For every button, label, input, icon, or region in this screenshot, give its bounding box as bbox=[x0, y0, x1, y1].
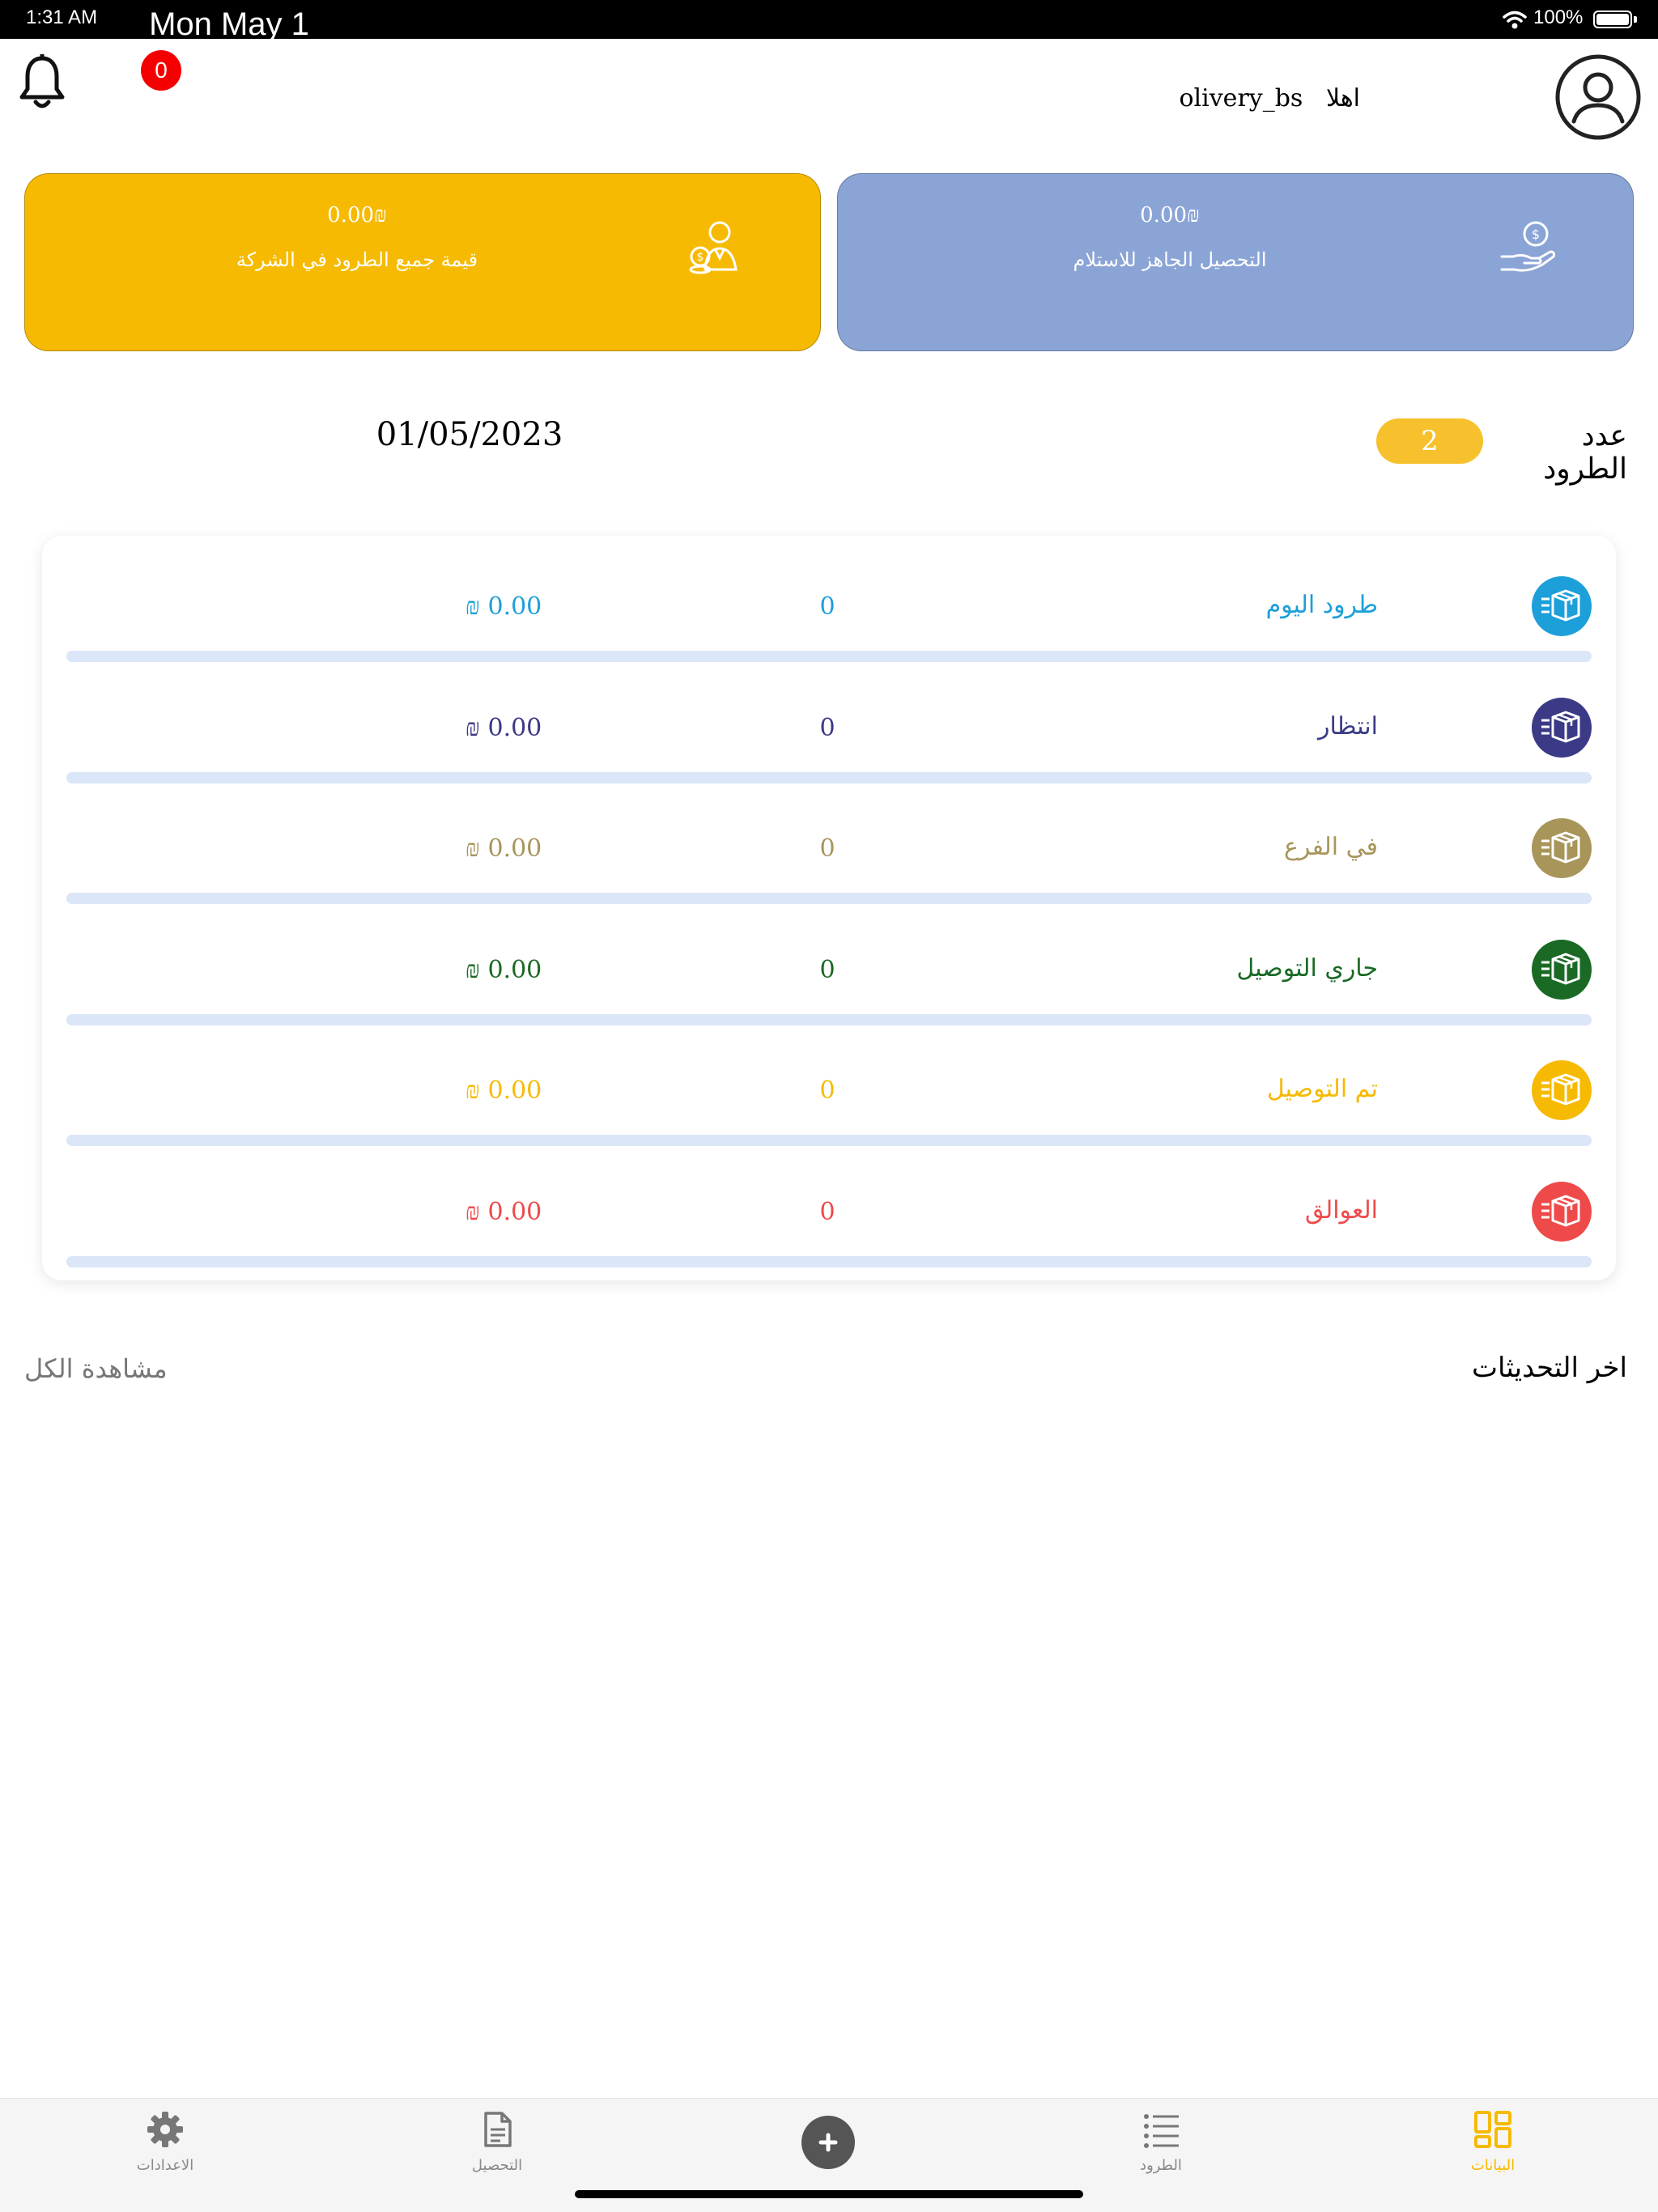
add-parcel-button[interactable] bbox=[801, 2116, 855, 2169]
tab-collection[interactable] bbox=[416, 2110, 578, 2183]
battery-icon bbox=[1593, 11, 1632, 28]
status-name: جاري التوصيل bbox=[1236, 953, 1378, 983]
card-label: التحصيل الجاهز للاستلام bbox=[1073, 248, 1267, 271]
greeting bbox=[1052, 84, 1360, 113]
parcel-box-icon bbox=[1540, 709, 1584, 746]
row-divider-bar bbox=[66, 772, 1592, 783]
status-name: تم التوصيل bbox=[1266, 1075, 1378, 1103]
status-icon-circle bbox=[1532, 940, 1592, 1000]
status-list-panel bbox=[42, 536, 1616, 1280]
status-row[interactable] bbox=[42, 550, 1616, 672]
status-row[interactable] bbox=[42, 792, 1616, 914]
status-name: طرود اليوم bbox=[1265, 591, 1378, 619]
status-name: في الفرع bbox=[1284, 833, 1378, 861]
parcel-box-icon bbox=[1540, 1072, 1584, 1109]
wifi-icon bbox=[1503, 10, 1527, 31]
tab-label: التحصيل bbox=[471, 2157, 523, 2174]
status-row[interactable] bbox=[42, 1034, 1616, 1156]
card-total-parcels-value[interactable] bbox=[24, 173, 821, 351]
tab-settings[interactable] bbox=[84, 2110, 246, 2183]
status-row[interactable] bbox=[42, 672, 1616, 793]
row-divider-bar bbox=[66, 1135, 1592, 1146]
card-amount: 0.00₪ bbox=[327, 203, 387, 227]
gear-icon bbox=[146, 2110, 185, 2149]
latest-updates-title: اخر التحديثات bbox=[1472, 1352, 1627, 1384]
row-divider-bar bbox=[66, 893, 1592, 904]
parcel-count-badge: 2 bbox=[1376, 418, 1483, 464]
parcel-box-icon bbox=[1540, 1193, 1584, 1230]
hand-coin-icon bbox=[1495, 216, 1560, 281]
list-icon bbox=[1141, 2110, 1180, 2149]
parcel-box-icon bbox=[1540, 951, 1584, 988]
status-count: 0 bbox=[819, 713, 835, 742]
document-icon bbox=[478, 2110, 517, 2149]
dashboard-grid-icon bbox=[1473, 2110, 1512, 2149]
card-label: قيمة جميع الطرود في الشركة bbox=[236, 248, 478, 271]
svg-text:$: $ bbox=[696, 251, 704, 264]
profile-avatar-icon[interactable] bbox=[1554, 53, 1642, 141]
status-icon-circle bbox=[1532, 1060, 1592, 1120]
status-row[interactable] bbox=[42, 914, 1616, 1035]
status-date: Mon May 1 bbox=[149, 6, 309, 42]
money-person-icon bbox=[682, 216, 747, 281]
status-amount: ₪ 0.00 bbox=[465, 713, 542, 742]
status-count: 0 bbox=[819, 592, 835, 621]
status-count: 0 bbox=[819, 1076, 835, 1105]
home-indicator bbox=[575, 2190, 1083, 2198]
notification-badge: 0 bbox=[141, 50, 181, 91]
status-icon-circle bbox=[1532, 698, 1592, 758]
bell-icon[interactable] bbox=[16, 53, 68, 112]
card-collection-ready[interactable] bbox=[837, 173, 1634, 351]
row-divider-bar bbox=[66, 651, 1592, 662]
row-divider-bar bbox=[66, 1256, 1592, 1267]
battery-tip bbox=[1634, 16, 1637, 23]
parcel-box-icon bbox=[1540, 830, 1584, 867]
status-amount: ₪ 0.00 bbox=[465, 955, 542, 984]
plus-icon bbox=[801, 2116, 855, 2169]
svg-text:$: $ bbox=[1531, 227, 1541, 242]
status-amount: ₪ 0.00 bbox=[465, 834, 542, 863]
status-icon-circle bbox=[1532, 818, 1592, 878]
card-amount: 0.00₪ bbox=[1140, 203, 1200, 227]
tab-parcels[interactable] bbox=[1080, 2110, 1242, 2183]
tab-label: البيانات bbox=[1470, 2157, 1516, 2174]
status-time: 1:31 AM bbox=[26, 6, 98, 28]
tab-label: الاعدادات bbox=[136, 2157, 194, 2174]
status-icon-circle bbox=[1532, 576, 1592, 636]
status-count: 0 bbox=[819, 834, 835, 863]
battery-percent: 100% bbox=[1533, 6, 1584, 28]
status-amount: ₪ 0.00 bbox=[465, 1076, 542, 1105]
status-icon-circle bbox=[1532, 1182, 1592, 1242]
status-bar bbox=[0, 0, 1658, 42]
username: olivery_bs bbox=[1179, 84, 1303, 113]
status-amount: ₪ 0.00 bbox=[465, 592, 542, 621]
status-name: العوالق bbox=[1305, 1195, 1378, 1225]
status-amount: ₪ 0.00 bbox=[465, 1197, 542, 1226]
status-count: 0 bbox=[819, 1197, 835, 1226]
tab-data[interactable] bbox=[1412, 2110, 1574, 2183]
summary-date: 01/05/2023 bbox=[376, 416, 563, 453]
status-row[interactable] bbox=[42, 1156, 1616, 1277]
parcel-box-icon bbox=[1540, 588, 1584, 625]
greeting-word: اهلا bbox=[1325, 84, 1360, 113]
view-all-link[interactable]: مشاهدة الكل bbox=[24, 1353, 168, 1384]
parcel-count-label: عدد الطرود bbox=[1543, 419, 1627, 486]
status-name: انتظار bbox=[1318, 711, 1378, 741]
status-count: 0 bbox=[819, 955, 835, 984]
row-divider-bar bbox=[66, 1014, 1592, 1025]
tab-label: الطرود bbox=[1140, 2157, 1182, 2174]
